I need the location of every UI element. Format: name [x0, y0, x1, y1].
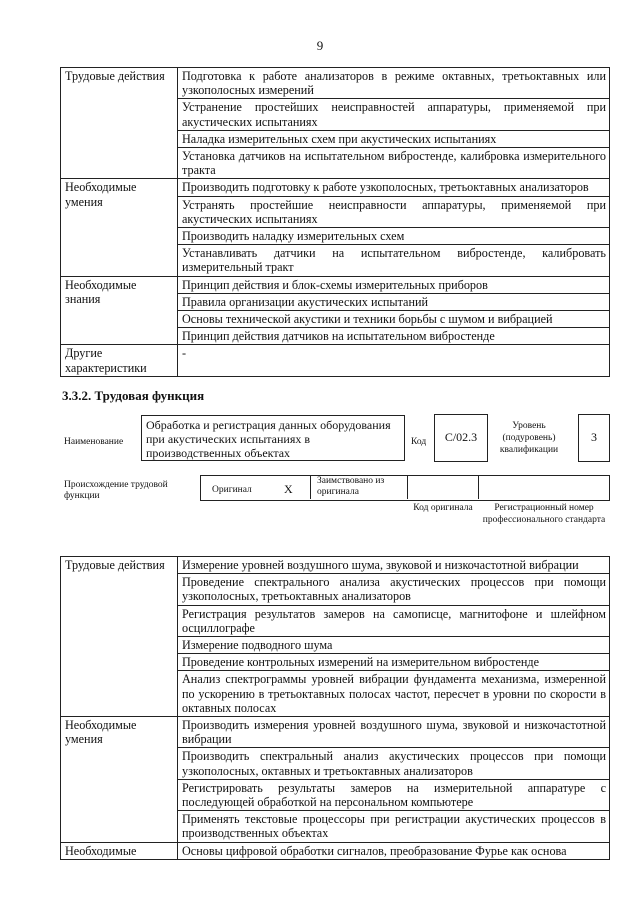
table-body — [61, 557, 610, 860]
table-body — [61, 68, 610, 377]
row-item: Основы цифровой обработки сигналов, преобразование Фурье как основа — [178, 842, 610, 859]
name-box — [141, 415, 405, 461]
row-category: Другие характеристики — [61, 345, 178, 376]
row-category: Необходимые знания — [61, 276, 178, 345]
row-item: Производить подготовку к работе узкополосных, третьоктавных анализаторов — [178, 179, 610, 196]
row-item: Регистрировать результаты замеров на измерительной аппаратуре с последующей обработкой на персональном компьютере — [178, 779, 610, 810]
table-row — [61, 557, 610, 574]
row-item: Правила организации акустических испытаний — [178, 293, 610, 310]
row-item: Применять текстовые процессоры при регистрации акустических процессов в производственных объектах — [178, 811, 610, 842]
row-category: Трудовые действия — [61, 557, 178, 717]
level-value: 3 — [591, 430, 597, 444]
work-function-table-top — [60, 67, 610, 377]
row-item: - — [178, 345, 610, 376]
table-row — [61, 717, 610, 748]
table-row — [61, 68, 610, 99]
row-category: Необходимые — [61, 842, 178, 859]
level-box — [578, 414, 610, 462]
row-item: Измерение уровней воздушного шума, звуковой и низкочастотной вибрации — [178, 557, 610, 574]
origin-divider — [407, 475, 408, 499]
origin-divider — [310, 475, 311, 499]
original-label: Оригинал — [212, 485, 252, 495]
row-item: Установка датчиков на испытательном вибростенде, калибровка измерительного тракта — [178, 148, 610, 179]
code-original-label: Код оригинала — [413, 503, 473, 513]
row-item: Основы технической акустики и техники борьбы с шумом и вибрацией — [178, 311, 610, 328]
reg-number-label: Регистрационный номер профессионального стандарта — [482, 503, 606, 525]
origin-divider — [478, 475, 479, 499]
row-item: Производить измерения уровней воздушного шума, звуковой и низкочастотной вибрации — [178, 717, 610, 748]
table-row — [61, 276, 610, 293]
row-item: Наладка измерительных схем при акустических испытаниях — [178, 130, 610, 147]
table-row — [61, 345, 610, 376]
origin-label: Происхождение трудовой функции — [64, 480, 168, 501]
row-category: Трудовые действия — [61, 68, 178, 179]
row-item: Проведение спектрального анализа акустических процессов при помощи узкополосных, третьоктавных анализаторов — [178, 574, 610, 605]
row-item: Производить спектральный анализ акустических процессов при помощи узкополосных, октавных и третьоктавных анализаторов — [178, 748, 610, 779]
row-item: Анализ спектрограммы уровней вибрации фундамента механизма, измеренной по ускорению в третьоктавных полосах частот, пересчет в уровни по скорости в октавных полосах — [178, 671, 610, 717]
function-name: Обработка и регистрация данных оборудования при акустических испытаниях в производственных объектах — [146, 418, 391, 460]
row-item: Производить наладку измерительных схем — [178, 228, 610, 245]
row-item: Принцип действия и блок-схемы измерительных приборов — [178, 276, 610, 293]
row-category: Необходимые умения — [61, 717, 178, 843]
code-value: C/02.3 — [444, 430, 478, 444]
work-function-table-bottom — [60, 556, 610, 860]
row-item: Регистрация результатов замеров на самописце, магнитофоне и шлейфном осциллографе — [178, 605, 610, 636]
table-row — [61, 842, 610, 859]
row-item: Подготовка к работе анализаторов в режиме октавных, третьоктавных или узкополосных измерений — [178, 68, 610, 99]
level-label: Уровень (подуровень) квалификации — [499, 421, 559, 455]
borrowed-label: Заимствовано из оригинала — [317, 476, 385, 497]
row-item: Устранять простейшие неисправности аппаратуры, применяемой при акустических испытаниях — [178, 196, 610, 227]
row-item: Проведение контрольных измерений на измерительном вибростенде — [178, 654, 610, 671]
row-item: Устанавливать датчики на испытательном вибростенде, калибровать измерительный тракт — [178, 245, 610, 276]
page-number: 9 — [316, 38, 324, 53]
row-item: Измерение подводного шума — [178, 637, 610, 654]
table-row — [61, 179, 610, 196]
code-label: Код — [411, 437, 427, 447]
original-mark: X — [284, 482, 293, 496]
row-category: Необходимые умения — [61, 179, 178, 276]
row-item: Устранение простейших неисправностей аппаратуры, применяемой при акустических испытаниях — [178, 99, 610, 130]
name-label: Наименование — [64, 437, 124, 447]
section-heading: 3.3.2. Трудовая функция — [62, 388, 205, 403]
row-item: Принцип действия датчиков на испытательном вибростенде — [178, 328, 610, 345]
code-box — [434, 414, 488, 462]
